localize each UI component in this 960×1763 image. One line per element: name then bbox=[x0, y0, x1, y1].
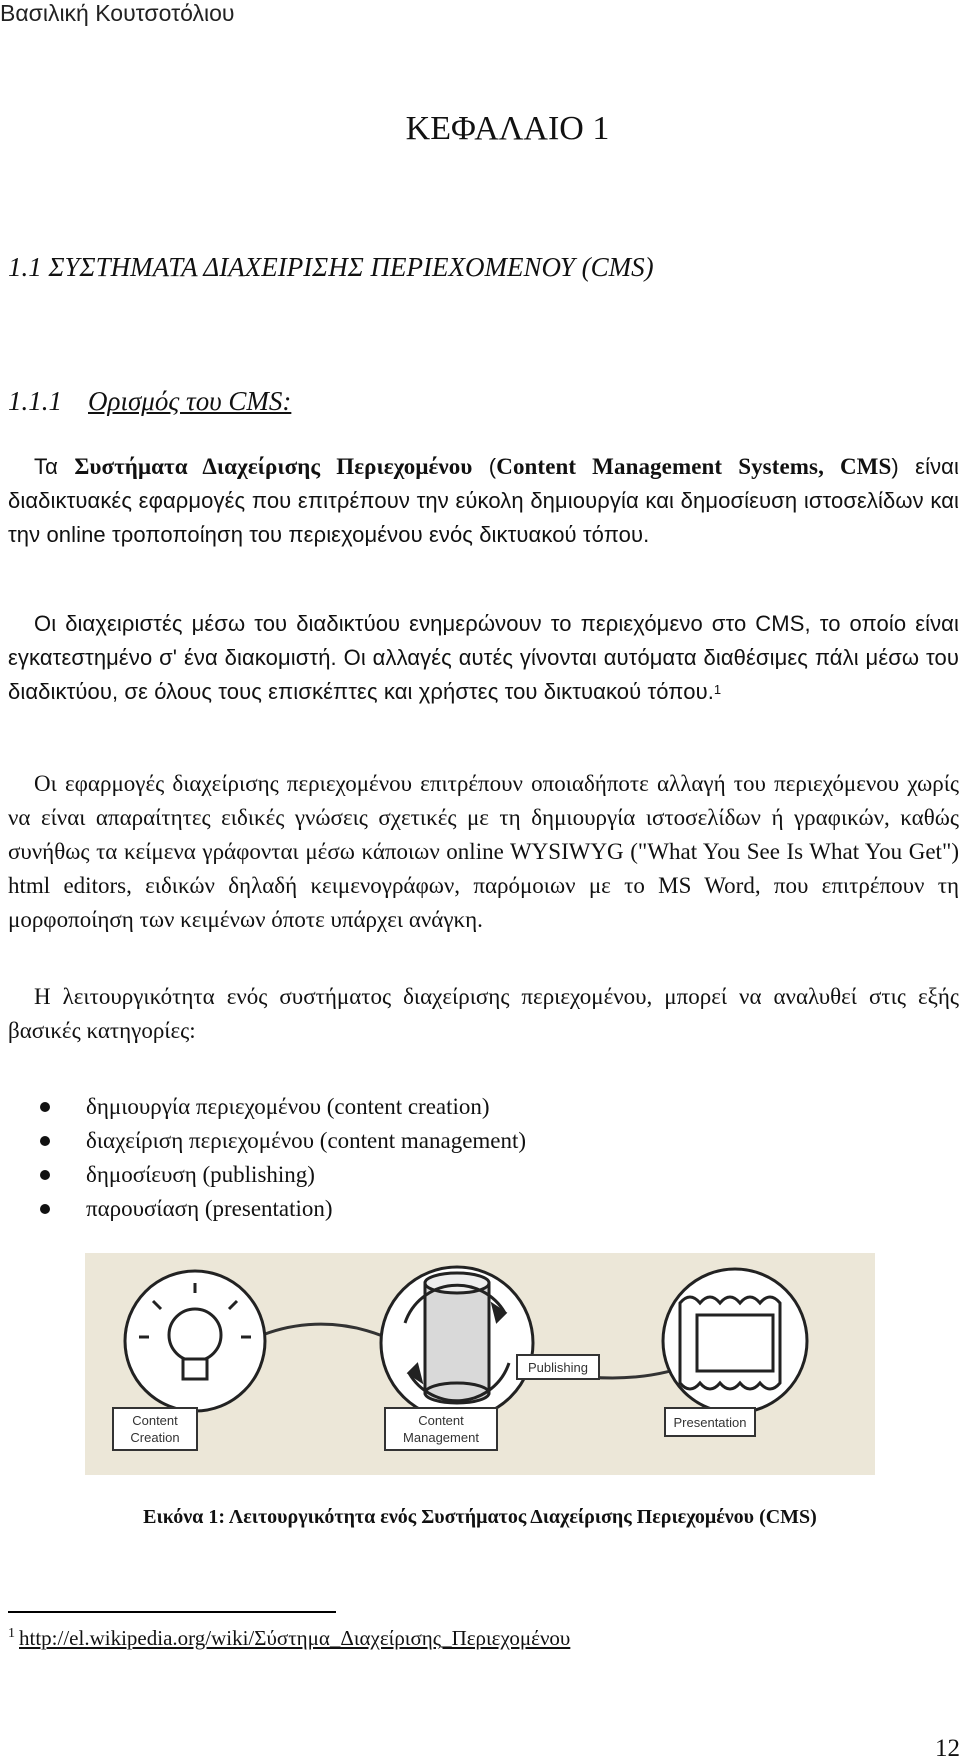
subsection-title: Ορισμός του CMS: bbox=[88, 386, 292, 416]
bold-term-english: Content Management Systems, CMS bbox=[496, 454, 892, 479]
subsection-heading bbox=[8, 386, 291, 417]
list-item: δημοσίευση (publishing) bbox=[40, 1158, 526, 1192]
paragraph-text: Η λειτουργικότητα ενός συστήματος διαχείρισης περιεχομένου, μπορεί να αναλυθεί στις εξής βασικές κατηγορίες: bbox=[8, 984, 959, 1043]
publishing-label-text: Publishing bbox=[528, 1360, 588, 1375]
footnote-reference[interactable]: 1 bbox=[713, 682, 722, 697]
paragraph-applications bbox=[8, 767, 960, 937]
list-item: διαχείριση περιεχομένου (content management) bbox=[40, 1124, 526, 1158]
lightbulb-icon bbox=[125, 1271, 265, 1411]
footnote-divider bbox=[8, 1611, 336, 1613]
footnote bbox=[8, 1626, 570, 1651]
content-creation-label-line2: Creation bbox=[130, 1430, 180, 1445]
subsection-number: 1.1.1 bbox=[8, 386, 62, 416]
header-author: Βασιλική Κουτσοτόλιου bbox=[0, 0, 235, 26]
list-item: δημιουργία περιεχομένου (content creation) bbox=[40, 1090, 526, 1124]
paragraph-cms-definition bbox=[8, 450, 960, 552]
functionality-list bbox=[40, 1090, 526, 1226]
figure-caption: Εικόνα 1: Λειτουργικότητα ενός Συστήματος Διαχείρισης Περιεχομένου (CMS) bbox=[143, 1506, 817, 1528]
picture-frame-icon bbox=[663, 1269, 807, 1413]
page-number: 12 bbox=[935, 1735, 960, 1762]
bullet-icon bbox=[40, 1102, 50, 1112]
content-creation-label-line1: Content bbox=[132, 1413, 178, 1428]
content-management-label-line2: Management bbox=[403, 1430, 479, 1445]
figure-illustration bbox=[85, 1253, 875, 1475]
bullet-icon bbox=[40, 1170, 50, 1180]
bullet-icon bbox=[40, 1136, 50, 1146]
paragraph-functionality bbox=[8, 980, 960, 1048]
footnote-link[interactable]: http://el.wikipedia.org/wiki/Σύστημα_Διαχείρισης_Περιεχομένου bbox=[19, 1626, 571, 1650]
footnote-number: 1 bbox=[8, 1626, 15, 1641]
presentation-label-text: Presentation bbox=[673, 1415, 747, 1430]
content-management-label-line1: Content bbox=[418, 1413, 464, 1428]
chapter-title: ΚΕΦΑΛΑΙΟ 1 bbox=[405, 110, 610, 147]
paragraph-text: ( bbox=[472, 454, 497, 479]
paragraph-text: Οι εφαρμογές διαχείρισης περιεχομένου επιτρέπουν οποιαδήποτε αλλαγή του περιεχόμενου χωρίς να είναι απαραίτητες ειδικές γνώσεις σχετικές με τη δημιουργία ιστοσελίδων ή γραφικών, καθώς συνήθως τα κείμενα γράφονται μέσω κάποιων online WYSIWYG ("What You See Is What You Get") html editors, ειδικών δηλαδή κειμενογράφων, παρόμοιων με το MS Word, που επιτρέπουν τη μορφοποίηση των κειμένων όποτε υπάρχει ανάγκη. bbox=[8, 771, 959, 932]
paragraph-text: Τα bbox=[34, 454, 75, 479]
paragraph-admins bbox=[8, 607, 960, 709]
cms-functionality-figure bbox=[85, 1253, 875, 1475]
database-cycle-icon bbox=[381, 1267, 533, 1419]
bold-term-greek: Συστήματα Διαχείρισης Περιεχομένου bbox=[74, 454, 473, 479]
paragraph-text: ) είναι διαδικτυακές εφαρμογές που επιτρέπουν την εύκολη δημιουργία και δημοσίευση ιστοσελίδων και την online τροποποίηση του περιεχομένου ενός δικτυακού τόπου. bbox=[8, 454, 959, 547]
paragraph-text: Οι διαχειριστές μέσω του διαδικτύου ενημερώνουν το περιεχόμενο στο CMS, το οποίο είναι εγκατεστημένο σ' ένα διακομιστή. Οι αλλαγές αυτές γίνονται αυτόματα διαθέσιμες πάλι μέσω του διαδικτύου, σε όλους τους επισκέπτες και χρήστες του δικτυακού τόπου. bbox=[8, 611, 959, 704]
list-item: παρουσίαση (presentation) bbox=[40, 1192, 526, 1226]
section-title: 1.1 ΣΥΣΤΗΜΑΤΑ ΔΙΑΧΕΙΡΙΣΗΣ ΠΕΡΙΕΧΟΜΕΝΟΥ (CMS) bbox=[8, 252, 654, 282]
bullet-icon bbox=[40, 1204, 50, 1214]
